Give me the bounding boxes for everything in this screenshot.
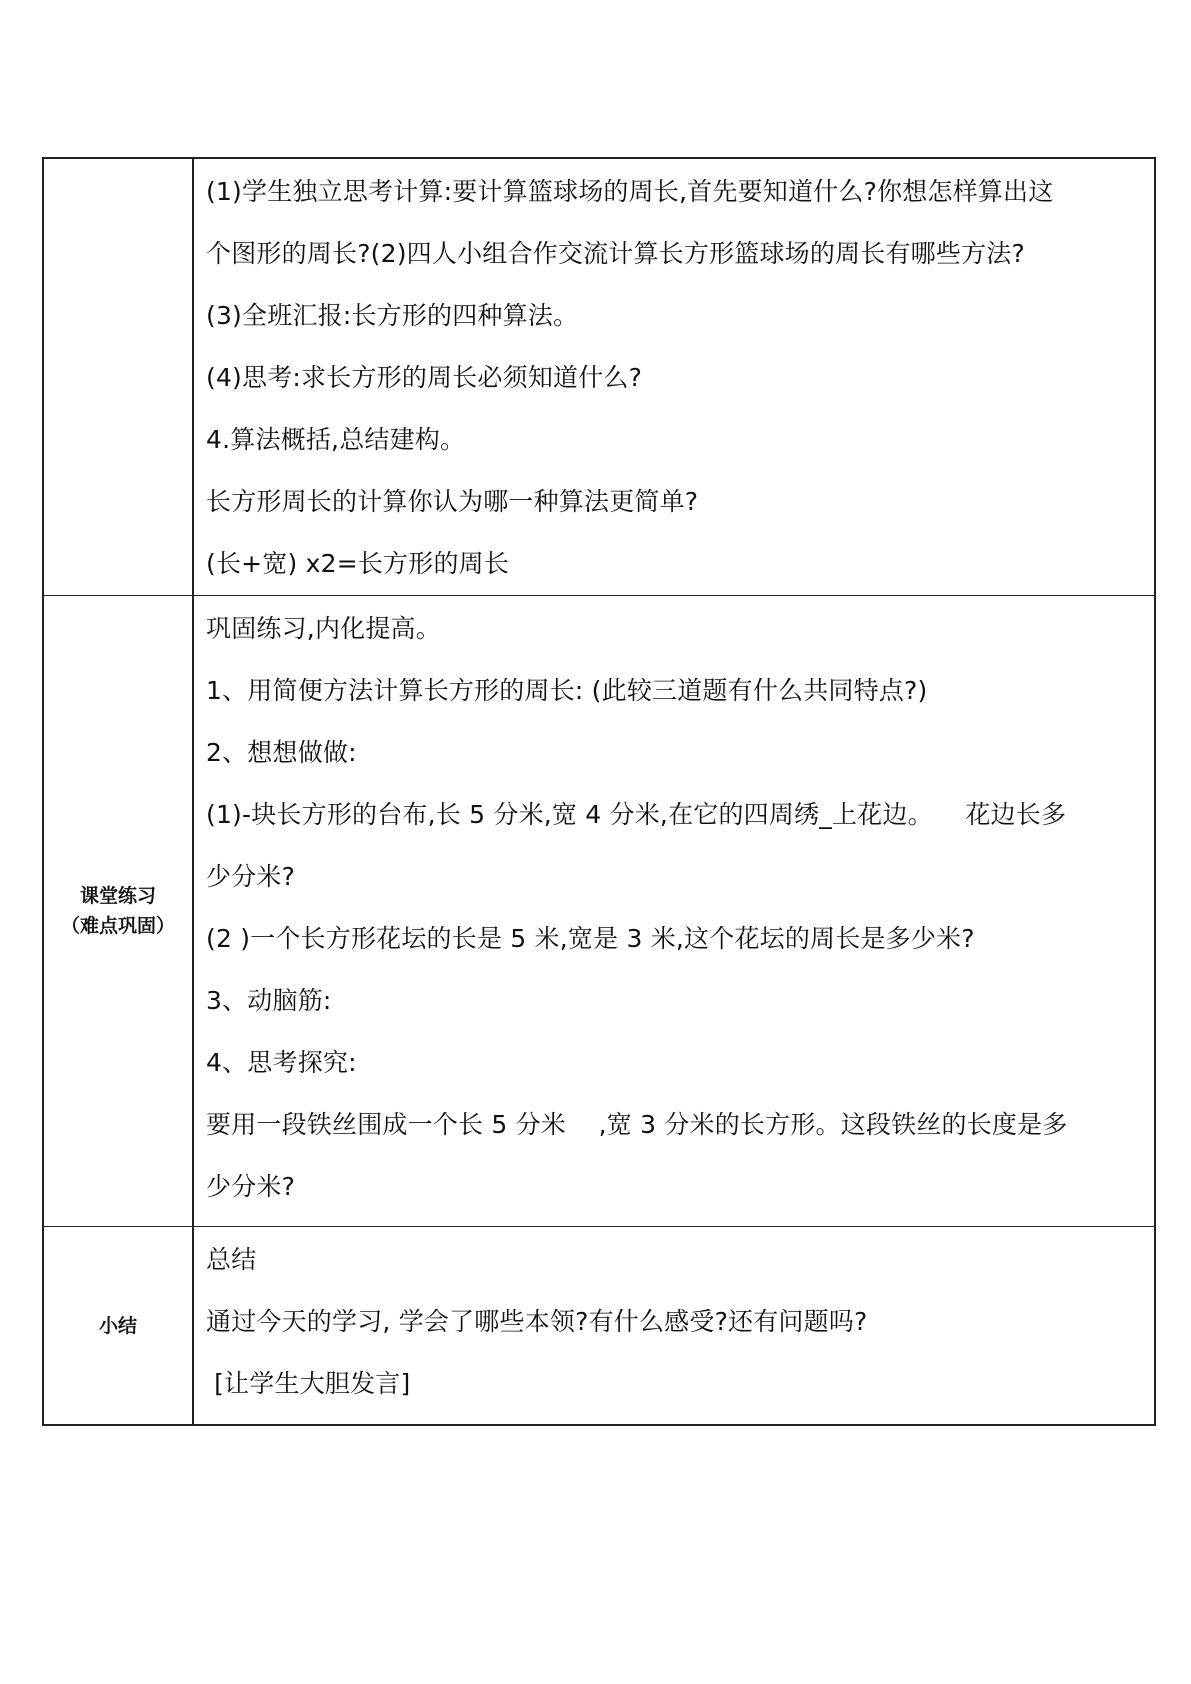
content-line: (2 )一个长方形花坛的长是 5 米,宽是 3 米,这个花坛的周长是多少米? <box>206 924 975 953</box>
content-line: (4)思考:求长方形的周长必须知道什么? <box>206 363 643 392</box>
content-line: (3)全班汇报:长方形的四种算法。 <box>206 301 579 330</box>
table-row <box>43 1227 1155 1426</box>
row-content-practice <box>193 596 1155 1227</box>
content-line: 长方形周长的计算你认为哪一种算法更简单? <box>206 487 699 516</box>
content-line: 个图形的周长?(2)四人小组合作交流计算长方形篮球场的周长有哪些方法? <box>206 239 1025 268</box>
content-line: 3、动脑筋: <box>206 986 332 1015</box>
content-line: (长+宽) x2=长方形的周长 <box>206 549 510 578</box>
content-line: 少分米? <box>206 862 296 891</box>
row-label-empty <box>43 158 193 596</box>
content-line: 总结 <box>206 1245 257 1274</box>
row-content-summary <box>193 1227 1155 1426</box>
content-line: (1)-块长方形的台布,长 5 分米,宽 4 分米,在它的四周绣_上花边。 花边长多 <box>206 800 1067 829</box>
table-row <box>43 158 1155 596</box>
row-label-summary: 小结 <box>43 1227 193 1426</box>
content-line: 1、用简便方法计算长方形的周长: (此较三道题有什么共同特点?) <box>206 676 928 705</box>
row-content-process <box>193 158 1155 596</box>
label-line: 课堂练习 <box>79 885 156 907</box>
content-line: 少分米? <box>206 1172 296 1201</box>
lesson-plan-table <box>42 157 1156 1426</box>
content-line: 2、想想做做: <box>206 738 357 767</box>
content-line: 4.算法概括,总结建构。 <box>206 425 466 454</box>
row-label-practice <box>43 596 193 1227</box>
content-line: 4、思考探究: <box>206 1048 357 1077</box>
content-line: 要用一段铁丝围成一个长 5 分米 ,宽 3 分米的长方形。这段铁丝的长度是多 <box>206 1110 1068 1139</box>
label-line: （难点巩固） <box>60 915 175 937</box>
table-row <box>43 596 1155 1227</box>
content-line: (1)学生独立思考计算:要计算篮球场的周长,首先要知道什么?你想怎样算出这 <box>206 177 1054 206</box>
content-line: [让学生大胆发言] <box>206 1369 411 1398</box>
content-line: 通过今天的学习, 学会了哪些本领?有什么感受?还有问题吗? <box>206 1307 868 1336</box>
content-line: 巩固练习,内化提高。 <box>206 614 441 643</box>
